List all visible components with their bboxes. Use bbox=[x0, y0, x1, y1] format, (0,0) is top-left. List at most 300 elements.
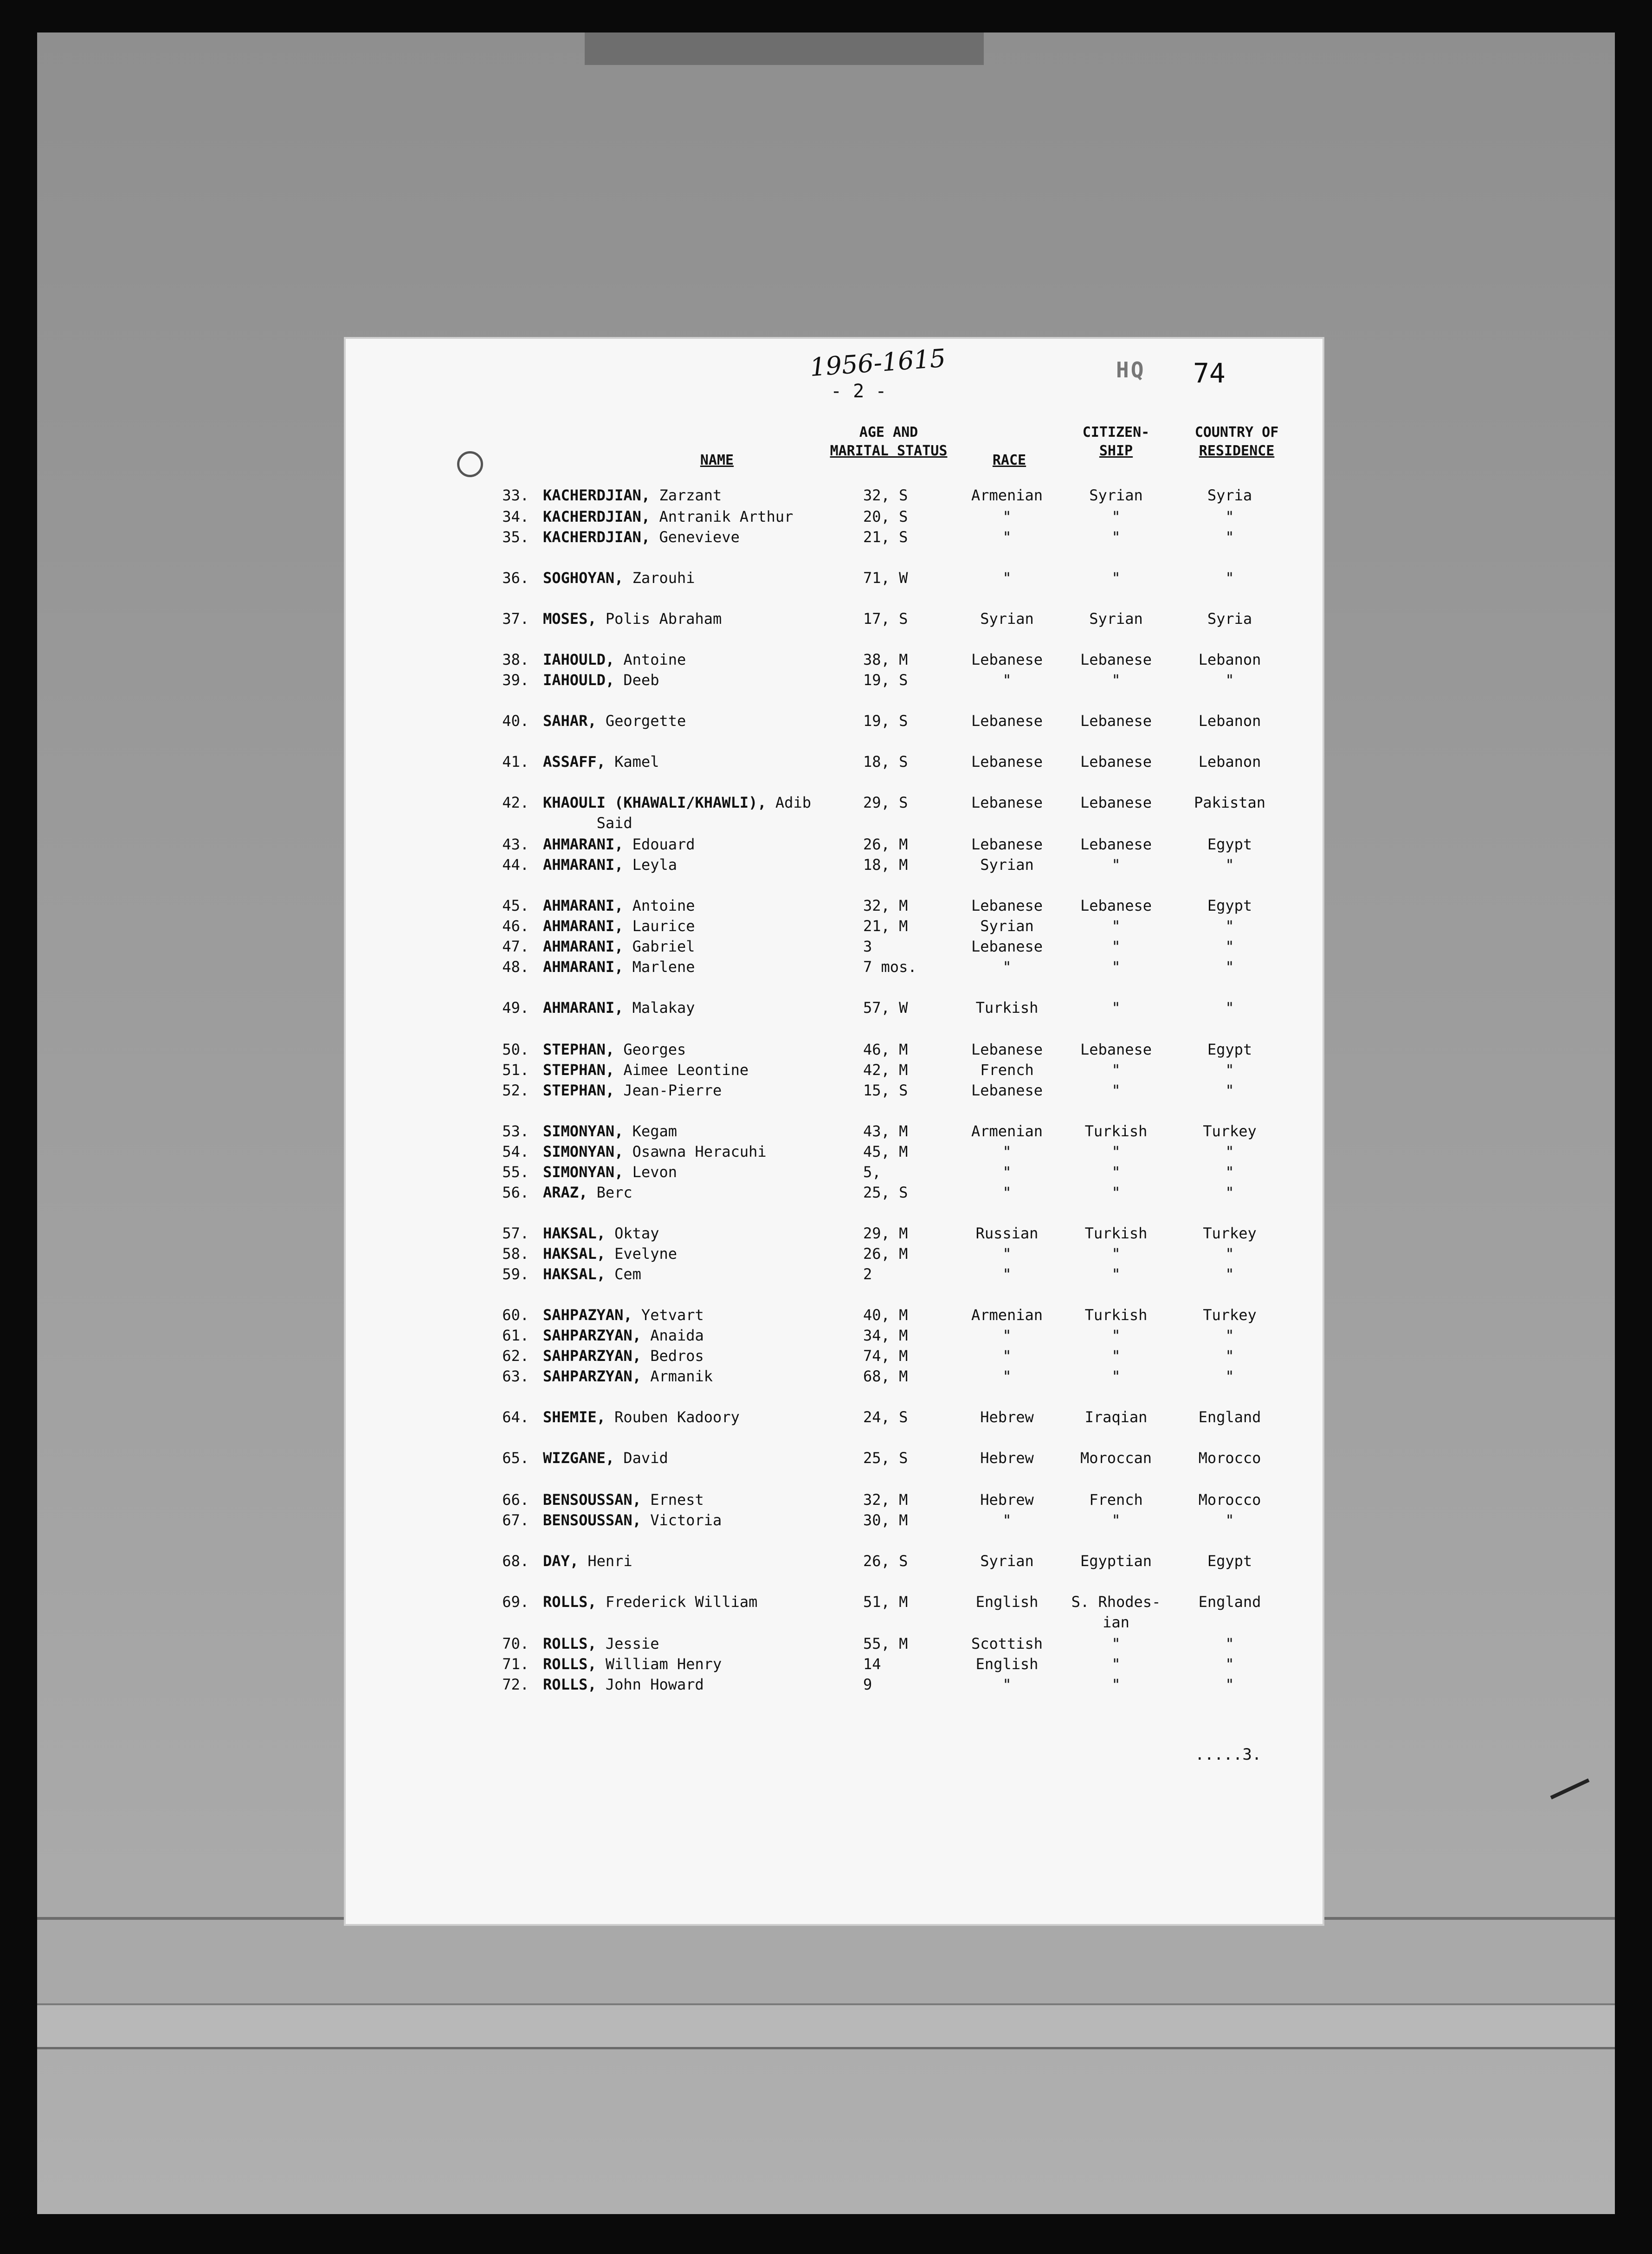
header-country: COUNTRY OF RESIDENCE bbox=[1194, 424, 1279, 459]
surname: SHEMIE, bbox=[543, 1408, 606, 1426]
person-name bbox=[543, 1306, 704, 1324]
person-name bbox=[543, 999, 695, 1017]
country-of-residence: Pakistan bbox=[1194, 794, 1266, 811]
surname: SOGHOYAN, bbox=[543, 569, 624, 587]
citizenship: " bbox=[1111, 1676, 1121, 1693]
citizenship: " bbox=[1111, 1367, 1121, 1385]
country-of-residence: " bbox=[1225, 569, 1234, 587]
race: Hebrew bbox=[980, 1491, 1034, 1509]
given-names: Oktay bbox=[605, 1224, 659, 1242]
citizenship: " bbox=[1111, 528, 1121, 546]
age-marital-status: 51, M bbox=[863, 1593, 908, 1611]
row-number: 33. bbox=[502, 486, 529, 504]
row-number: 40. bbox=[502, 712, 529, 730]
age-marital-status: 26, S bbox=[863, 1552, 908, 1570]
citizenship: " bbox=[1111, 1245, 1121, 1263]
race: Armenian bbox=[971, 486, 1043, 504]
citizenship: " bbox=[1111, 1163, 1121, 1181]
person-name bbox=[543, 753, 659, 771]
given-names: Leyla bbox=[623, 856, 677, 874]
person-name bbox=[543, 1408, 740, 1426]
citizenship: " bbox=[1111, 671, 1121, 689]
race: English bbox=[975, 1593, 1039, 1611]
person-name bbox=[543, 1184, 632, 1201]
age-marital-status: 42, M bbox=[863, 1061, 908, 1079]
given-names: Edouard bbox=[623, 836, 695, 853]
row-number: 55. bbox=[502, 1163, 529, 1181]
country-of-residence: " bbox=[1225, 917, 1234, 935]
citizenship: Syrian bbox=[1089, 486, 1143, 504]
surname: WIZGANE, bbox=[543, 1449, 615, 1467]
citizenship: " bbox=[1111, 938, 1121, 955]
race: Lebanese bbox=[971, 712, 1043, 730]
person-name bbox=[543, 1655, 722, 1673]
person-name bbox=[543, 897, 695, 914]
country-of-residence: Egypt bbox=[1207, 836, 1252, 853]
citizenship: " bbox=[1111, 1511, 1121, 1529]
row-number: 34. bbox=[502, 508, 529, 525]
given-names: Rouben Kadoory bbox=[605, 1408, 740, 1426]
race: " bbox=[1002, 1143, 1012, 1160]
given-names: Bedros bbox=[641, 1347, 704, 1365]
country-of-residence: " bbox=[1225, 1163, 1234, 1181]
row-number: 64. bbox=[502, 1408, 529, 1426]
race: Lebanese bbox=[971, 938, 1043, 955]
given-names: Kegam bbox=[623, 1122, 677, 1140]
country-of-residence: Syria bbox=[1207, 486, 1252, 504]
country-of-residence: " bbox=[1225, 938, 1234, 955]
country-of-residence: " bbox=[1225, 856, 1234, 874]
row-number: 53. bbox=[502, 1122, 529, 1140]
race: " bbox=[1002, 1163, 1012, 1181]
citizenship: Lebanese bbox=[1080, 794, 1152, 811]
stamp: HQ bbox=[1116, 357, 1146, 382]
surname: ARAZ, bbox=[543, 1184, 588, 1201]
citizenship: " bbox=[1111, 1061, 1121, 1079]
surname: STEPHAN, bbox=[543, 1041, 615, 1058]
row-number: 57. bbox=[502, 1224, 529, 1242]
citizenship: " bbox=[1111, 1327, 1121, 1344]
age-marital-status: 2 bbox=[863, 1265, 872, 1283]
age-marital-status: 45, M bbox=[863, 1143, 908, 1160]
given-names: Berc bbox=[587, 1184, 632, 1201]
row-number: 65. bbox=[502, 1449, 529, 1467]
person-name bbox=[543, 1449, 668, 1467]
person-name bbox=[543, 1593, 757, 1611]
row-number: 42. bbox=[502, 794, 529, 811]
row-number: 44. bbox=[502, 856, 529, 874]
row-number: 71. bbox=[502, 1655, 529, 1673]
surname: SIMONYAN, bbox=[543, 1163, 624, 1181]
citizenship: Lebanese bbox=[1080, 897, 1152, 914]
citizenship: " bbox=[1111, 1082, 1121, 1099]
surname: MOSES, bbox=[543, 610, 597, 628]
given-names: Anaida bbox=[641, 1327, 704, 1344]
given-names: Zarzant bbox=[650, 486, 722, 504]
age-marital-status: 34, M bbox=[863, 1327, 908, 1344]
race: Armenian bbox=[971, 1122, 1043, 1140]
surname: ROLLS, bbox=[543, 1655, 597, 1673]
age-marital-status: 55, M bbox=[863, 1635, 908, 1652]
age-marital-status: 17, S bbox=[863, 610, 908, 628]
person-name bbox=[543, 1163, 677, 1181]
given-names: Armanik bbox=[641, 1367, 713, 1385]
country-of-residence: Morocco bbox=[1198, 1449, 1261, 1467]
country-of-residence: " bbox=[1225, 999, 1234, 1017]
person-name bbox=[543, 1041, 686, 1058]
race: Turkish bbox=[975, 999, 1039, 1017]
given-names: Henri bbox=[579, 1552, 632, 1570]
race: " bbox=[1002, 1367, 1012, 1385]
citizenship: Egyptian bbox=[1080, 1552, 1152, 1570]
race: Syrian bbox=[980, 1552, 1034, 1570]
citizenship: " bbox=[1111, 1347, 1121, 1365]
race: Lebanese bbox=[971, 651, 1043, 668]
person-name bbox=[543, 671, 659, 689]
age-marital-status: 18, M bbox=[863, 856, 908, 874]
surname: STEPHAN, bbox=[543, 1061, 615, 1079]
person-name bbox=[543, 1511, 722, 1529]
country-of-residence: " bbox=[1225, 1245, 1234, 1263]
given-names: Antoine bbox=[614, 651, 686, 668]
continuation-marker: .....3. bbox=[1195, 1745, 1262, 1764]
given-names: Polis Abraham bbox=[596, 610, 722, 628]
age-marital-status: 19, S bbox=[863, 712, 908, 730]
country-of-residence: " bbox=[1225, 958, 1234, 976]
surname: BENSOUSSAN, bbox=[543, 1491, 641, 1509]
race: Syrian bbox=[980, 610, 1034, 628]
given-names: Gabriel bbox=[623, 938, 695, 955]
punch-hole bbox=[457, 451, 483, 477]
race: Lebanese bbox=[971, 1041, 1043, 1058]
row-number: 56. bbox=[502, 1184, 529, 1201]
country-of-residence: Turkey bbox=[1203, 1224, 1257, 1242]
surname: SAHPARZYAN, bbox=[543, 1327, 641, 1344]
surname: KHAOULI (KHAWALI/KHAWLI), bbox=[543, 794, 767, 811]
race: " bbox=[1002, 569, 1012, 587]
given-names: Genevieve bbox=[650, 528, 740, 546]
surname: SAHAR, bbox=[543, 712, 597, 730]
row-number: 72. bbox=[502, 1676, 529, 1693]
country-of-residence: " bbox=[1225, 508, 1234, 525]
row-number: 67. bbox=[502, 1511, 529, 1529]
citizenship: Iraqian bbox=[1084, 1408, 1148, 1426]
surname: KACHERDJIAN, bbox=[543, 508, 651, 525]
country-of-residence: " bbox=[1225, 1265, 1234, 1283]
person-name bbox=[543, 836, 695, 853]
age-marital-status: 20, S bbox=[863, 508, 908, 525]
citizenship: ian bbox=[1103, 1613, 1129, 1631]
citizenship: " bbox=[1111, 917, 1121, 935]
row-number: 70. bbox=[502, 1635, 529, 1652]
citizenship: " bbox=[1111, 1184, 1121, 1201]
race: " bbox=[1002, 958, 1012, 976]
citizenship: Turkish bbox=[1084, 1224, 1148, 1242]
race: Hebrew bbox=[980, 1408, 1034, 1426]
row-number: 35. bbox=[502, 528, 529, 546]
citizenship: Lebanese bbox=[1080, 651, 1152, 668]
race: " bbox=[1002, 1676, 1012, 1693]
citizenship: " bbox=[1111, 569, 1121, 587]
row-number: 52. bbox=[502, 1082, 529, 1099]
country-of-residence: " bbox=[1225, 1347, 1234, 1365]
person-name bbox=[543, 1224, 659, 1242]
person-name bbox=[543, 486, 722, 504]
age-marital-status: 40, M bbox=[863, 1306, 908, 1324]
citizenship: S. Rhodes- bbox=[1071, 1593, 1161, 1611]
person-name bbox=[543, 958, 695, 976]
surname: AHMARANI, bbox=[543, 897, 624, 914]
person-name bbox=[543, 651, 686, 668]
person-name bbox=[543, 1635, 659, 1652]
person-name bbox=[543, 1491, 704, 1509]
given-names: Said bbox=[543, 814, 632, 832]
race: Syrian bbox=[980, 856, 1034, 874]
person-name bbox=[543, 1347, 704, 1365]
age-marital-status: 24, S bbox=[863, 1408, 908, 1426]
country-of-residence: " bbox=[1225, 528, 1234, 546]
country-of-residence: Lebanon bbox=[1198, 651, 1261, 668]
surname: SIMONYAN, bbox=[543, 1122, 624, 1140]
row-number: 38. bbox=[502, 651, 529, 668]
race: Syrian bbox=[980, 917, 1034, 935]
citizenship: Lebanese bbox=[1080, 836, 1152, 853]
given-names: Jessie bbox=[596, 1635, 659, 1652]
citizenship: " bbox=[1111, 508, 1121, 525]
age-marital-status: 18, S bbox=[863, 753, 908, 771]
person-name bbox=[543, 610, 722, 628]
citizenship: " bbox=[1111, 1635, 1121, 1652]
document-sheet bbox=[346, 339, 1323, 1924]
citizenship: Lebanese bbox=[1080, 1041, 1152, 1058]
surname: HAKSAL, bbox=[543, 1245, 606, 1263]
surname: AHMARANI, bbox=[543, 836, 624, 853]
row-number: 61. bbox=[502, 1327, 529, 1344]
surname: DAY, bbox=[543, 1552, 579, 1570]
given-names: Osawna Heracuhi bbox=[623, 1143, 767, 1160]
citizenship: " bbox=[1111, 999, 1121, 1017]
country-of-residence: " bbox=[1225, 1082, 1234, 1099]
person-name bbox=[543, 856, 677, 874]
surname: BENSOUSSAN, bbox=[543, 1511, 641, 1529]
row-number: 51. bbox=[502, 1061, 529, 1079]
country-of-residence: Morocco bbox=[1198, 1491, 1261, 1509]
citizenship: Turkish bbox=[1084, 1306, 1148, 1324]
given-names: Zarouhi bbox=[623, 569, 695, 587]
person-name bbox=[543, 1552, 632, 1570]
person-name bbox=[543, 1143, 767, 1160]
surname: KACHERDJIAN, bbox=[543, 486, 651, 504]
handwritten-reference: 1956-1615 bbox=[809, 343, 947, 382]
given-names: John Howard bbox=[596, 1676, 704, 1693]
row-number: 60. bbox=[502, 1306, 529, 1324]
person-name bbox=[543, 1122, 677, 1140]
surname: KACHERDJIAN, bbox=[543, 528, 651, 546]
header-citizenship: CITIZEN- SHIP bbox=[1082, 424, 1150, 459]
age-marital-status: 29, S bbox=[863, 794, 908, 811]
race: " bbox=[1002, 1511, 1012, 1529]
age-marital-status: 32, M bbox=[863, 1491, 908, 1509]
country-of-residence: Turkey bbox=[1203, 1122, 1257, 1140]
country-of-residence: " bbox=[1225, 1143, 1234, 1160]
page-number: - 2 - bbox=[831, 381, 887, 402]
race: Lebanese bbox=[971, 836, 1043, 853]
citizenship: Moroccan bbox=[1080, 1449, 1152, 1467]
age-marital-status: 57, W bbox=[863, 999, 908, 1017]
country-of-residence: Egypt bbox=[1207, 897, 1252, 914]
person-name bbox=[543, 1265, 641, 1283]
row-number: 48. bbox=[502, 958, 529, 976]
surname: ROLLS, bbox=[543, 1635, 597, 1652]
given-names: Cem bbox=[605, 1265, 641, 1283]
age-marital-status: 68, M bbox=[863, 1367, 908, 1385]
country-of-residence: Turkey bbox=[1203, 1306, 1257, 1324]
race: " bbox=[1002, 671, 1012, 689]
country-of-residence: " bbox=[1225, 1061, 1234, 1079]
lower-band bbox=[37, 1917, 1615, 2006]
age-marital-status: 71, W bbox=[863, 569, 908, 587]
edge-mark bbox=[1550, 1778, 1590, 1799]
country-of-residence: " bbox=[1225, 1184, 1234, 1201]
race: " bbox=[1002, 1265, 1012, 1283]
race: " bbox=[1002, 508, 1012, 525]
given-names: Antranik Arthur bbox=[650, 508, 794, 525]
race: English bbox=[975, 1655, 1039, 1673]
age-marital-status: 25, S bbox=[863, 1184, 908, 1201]
row-number: 62. bbox=[502, 1347, 529, 1365]
surname: AHMARANI, bbox=[543, 938, 624, 955]
citizenship: Syrian bbox=[1089, 610, 1143, 628]
race: Lebanese bbox=[971, 753, 1043, 771]
surname: SAHPARZYAN, bbox=[543, 1347, 641, 1365]
citizenship: " bbox=[1111, 958, 1121, 976]
age-marital-status: 26, M bbox=[863, 1245, 908, 1263]
given-names: Levon bbox=[623, 1163, 677, 1181]
row-number: 49. bbox=[502, 999, 529, 1017]
race: French bbox=[980, 1061, 1034, 1079]
surname: HAKSAL, bbox=[543, 1224, 606, 1242]
row-number: 69. bbox=[502, 1593, 529, 1611]
person-name bbox=[543, 1327, 704, 1344]
race: Hebrew bbox=[980, 1449, 1034, 1467]
given-names: Victoria bbox=[641, 1511, 722, 1529]
given-names: Ernest bbox=[641, 1491, 704, 1509]
surname: AHMARANI, bbox=[543, 917, 624, 935]
race: " bbox=[1002, 1347, 1012, 1365]
given-names: Deeb bbox=[614, 671, 659, 689]
row-number: 58. bbox=[502, 1245, 529, 1263]
citizenship: Turkish bbox=[1084, 1122, 1148, 1140]
country-of-residence: " bbox=[1225, 1327, 1234, 1344]
person-name bbox=[543, 1082, 722, 1099]
country-of-residence: England bbox=[1198, 1593, 1261, 1611]
person-name bbox=[543, 794, 811, 811]
race: Lebanese bbox=[971, 794, 1043, 811]
given-names: Antoine bbox=[623, 897, 695, 914]
person-name bbox=[543, 938, 695, 955]
country-of-residence: Egypt bbox=[1207, 1552, 1252, 1570]
country-of-residence: Lebanon bbox=[1198, 712, 1261, 730]
race: " bbox=[1002, 1245, 1012, 1263]
age-marital-status: 38, M bbox=[863, 651, 908, 668]
person-name bbox=[543, 569, 695, 587]
age-marital-status: 14 bbox=[863, 1655, 881, 1673]
country-of-residence: England bbox=[1198, 1408, 1261, 1426]
given-names: Yetvart bbox=[632, 1306, 704, 1324]
race: Russian bbox=[975, 1224, 1039, 1242]
surname: SAHPARZYAN, bbox=[543, 1367, 641, 1385]
person-name bbox=[543, 1676, 704, 1693]
age-marital-status: 43, M bbox=[863, 1122, 908, 1140]
row-number: 36. bbox=[502, 569, 529, 587]
given-names: Frederick William bbox=[596, 1593, 758, 1611]
given-names: Georgette bbox=[596, 712, 686, 730]
row-number: 63. bbox=[502, 1367, 529, 1385]
race: " bbox=[1002, 528, 1012, 546]
age-marital-status: 32, M bbox=[863, 897, 908, 914]
country-of-residence: Syria bbox=[1207, 610, 1252, 628]
given-names: Laurice bbox=[623, 917, 695, 935]
given-names: Malakay bbox=[623, 999, 695, 1017]
given-names: William Henry bbox=[596, 1655, 722, 1673]
row-number: 54. bbox=[502, 1143, 529, 1160]
row-number: 43. bbox=[502, 836, 529, 853]
age-marital-status: 19, S bbox=[863, 671, 908, 689]
header-age: AGE AND MARITAL STATUS bbox=[830, 424, 948, 459]
header-name: NAME bbox=[700, 452, 734, 468]
surname: AHMARANI, bbox=[543, 856, 624, 874]
country-of-residence: " bbox=[1225, 1635, 1234, 1652]
country-of-residence: Lebanon bbox=[1198, 753, 1261, 771]
person-name bbox=[543, 508, 793, 525]
given-names: David bbox=[614, 1449, 668, 1467]
surname: SAHPAZYAN, bbox=[543, 1306, 632, 1324]
age-marital-status: 5, bbox=[863, 1163, 881, 1181]
age-marital-status: 3 bbox=[863, 938, 872, 955]
country-of-residence: " bbox=[1225, 671, 1234, 689]
age-marital-status: 32, S bbox=[863, 486, 908, 504]
surname: HAKSAL, bbox=[543, 1265, 606, 1283]
header-race: RACE bbox=[992, 452, 1026, 468]
given-names: Evelyne bbox=[605, 1245, 677, 1263]
surname: SIMONYAN, bbox=[543, 1143, 624, 1160]
given-names: Georges bbox=[614, 1041, 686, 1058]
citizenship: " bbox=[1111, 1655, 1121, 1673]
row-number: 47. bbox=[502, 938, 529, 955]
race: " bbox=[1002, 1184, 1012, 1201]
top-clip-shadow bbox=[585, 32, 984, 65]
surname: ROLLS, bbox=[543, 1593, 597, 1611]
country-of-residence: " bbox=[1225, 1511, 1234, 1529]
person-name bbox=[543, 528, 740, 546]
given-names: Marlene bbox=[623, 958, 695, 976]
race: Scottish bbox=[971, 1635, 1043, 1652]
given-names: Aimee Leontine bbox=[614, 1061, 749, 1079]
age-marital-status: 15, S bbox=[863, 1082, 908, 1099]
row-number: 37. bbox=[502, 610, 529, 628]
surname: ROLLS, bbox=[543, 1676, 597, 1693]
age-marital-status: 26, M bbox=[863, 836, 908, 853]
given-names: Kamel bbox=[605, 753, 659, 771]
surname: AHMARANI, bbox=[543, 999, 624, 1017]
age-marital-status: 21, M bbox=[863, 917, 908, 935]
country-of-residence: Egypt bbox=[1207, 1041, 1252, 1058]
person-name bbox=[543, 1061, 749, 1079]
given-names: Jean-Pierre bbox=[614, 1082, 722, 1099]
row-number: 50. bbox=[502, 1041, 529, 1058]
citizenship: " bbox=[1111, 856, 1121, 874]
given-names: Adib bbox=[766, 794, 811, 811]
